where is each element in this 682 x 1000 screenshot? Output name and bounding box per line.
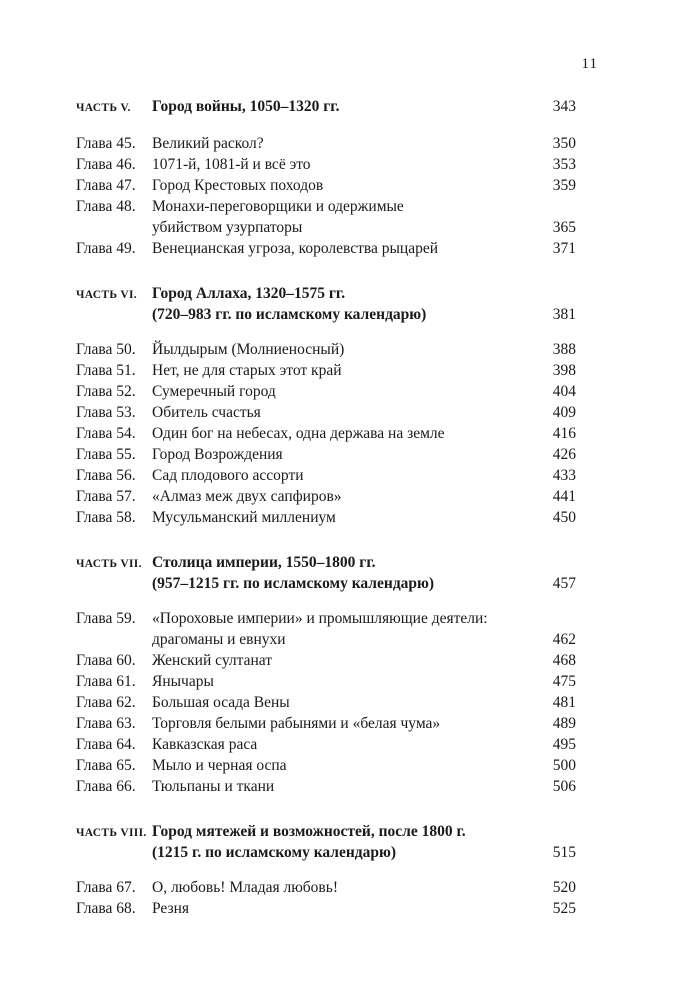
part-title-text: Город войны, 1050–1320 гг. bbox=[152, 98, 340, 115]
chapter-title bbox=[152, 776, 576, 797]
part-title-line bbox=[152, 96, 576, 117]
part-title-line bbox=[152, 552, 576, 573]
chapter-page-number: 350 bbox=[552, 135, 576, 152]
chapter-entry bbox=[76, 755, 576, 776]
chapter-page-number: 404 bbox=[552, 383, 576, 400]
chapter-label: Глава 59. bbox=[76, 610, 136, 627]
chapter-page-number: 409 bbox=[552, 404, 576, 421]
toc-part bbox=[76, 552, 576, 797]
chapter-label: Глава 61. bbox=[76, 673, 136, 690]
chapter-label: Глава 67. bbox=[76, 879, 136, 896]
chapter-title bbox=[152, 671, 576, 692]
chapter-title bbox=[152, 444, 576, 465]
chapter-label: Глава 56. bbox=[76, 467, 136, 484]
chapter-list bbox=[76, 877, 576, 919]
chapter-title bbox=[152, 360, 576, 381]
chapter-title-text: Сад плодового ассорти bbox=[152, 467, 304, 484]
table-of-contents bbox=[76, 96, 576, 943]
chapter-entry bbox=[76, 650, 576, 671]
chapter-list bbox=[76, 339, 576, 528]
chapter-title-text: Нет, не для старых этот край bbox=[152, 362, 342, 379]
chapter-title-line bbox=[152, 238, 576, 259]
chapter-title-line bbox=[152, 339, 576, 360]
chapter-entry bbox=[76, 776, 576, 797]
part-title-line bbox=[152, 821, 576, 842]
part-heading bbox=[76, 821, 576, 863]
part-title bbox=[152, 552, 576, 594]
chapter-title bbox=[152, 175, 576, 196]
chapter-title-line bbox=[152, 877, 576, 898]
chapter-title-line bbox=[152, 608, 576, 629]
chapter-title-line bbox=[152, 196, 576, 217]
chapter-title-text: 1071-й, 1081-й и всё это bbox=[152, 156, 311, 173]
chapter-title bbox=[152, 465, 576, 486]
part-heading bbox=[76, 96, 576, 119]
chapter-page-number: 506 bbox=[552, 778, 576, 795]
part-label: ЧАСТЬ VI. bbox=[76, 289, 137, 301]
chapter-title-line bbox=[152, 423, 576, 444]
chapter-entry bbox=[76, 692, 576, 713]
chapter-title-text: «Алмаз меж двух сапфиров» bbox=[152, 488, 342, 505]
chapter-title-line bbox=[152, 360, 576, 381]
chapter-title-text: Город Крестовых походов bbox=[152, 177, 324, 194]
chapter-title bbox=[152, 154, 576, 175]
part-title-line bbox=[152, 304, 576, 325]
chapter-label: Глава 65. bbox=[76, 757, 136, 774]
chapter-page-number: 500 bbox=[552, 757, 576, 774]
chapter-title bbox=[152, 877, 576, 898]
toc-part bbox=[76, 821, 576, 919]
part-title bbox=[152, 821, 576, 863]
chapter-label: Глава 50. bbox=[76, 341, 136, 358]
chapter-title-text: «Пороховые империи» и промышляющие деятели: bbox=[152, 610, 488, 627]
part-title-text: Город мятежей и возможностей, после 1800 г. bbox=[152, 823, 466, 840]
chapter-title-line bbox=[152, 713, 576, 734]
chapter-page-number: 426 bbox=[552, 446, 576, 463]
chapter-label: Глава 51. bbox=[76, 362, 136, 379]
chapter-title-line bbox=[152, 486, 576, 507]
toc-part bbox=[76, 283, 576, 528]
chapter-label: Глава 53. bbox=[76, 404, 136, 421]
chapter-page-number: 520 bbox=[552, 879, 576, 896]
chapter-label: Глава 66. bbox=[76, 778, 136, 795]
chapter-page-number: 450 bbox=[552, 509, 576, 526]
chapter-title bbox=[152, 423, 576, 444]
chapter-page-number: 416 bbox=[552, 425, 576, 442]
chapter-title-text: Мыло и черная оспа bbox=[152, 757, 287, 774]
chapter-title-line bbox=[152, 671, 576, 692]
chapter-title-text: Торговля белыми рабынями и «белая чума» bbox=[152, 715, 441, 732]
chapter-title bbox=[152, 507, 576, 528]
chapter-page-number: 441 bbox=[552, 488, 576, 505]
chapter-label: Глава 46. bbox=[76, 156, 136, 173]
chapter-page-number: 468 bbox=[552, 652, 576, 669]
chapter-page-number: 371 bbox=[552, 240, 576, 257]
chapter-list bbox=[76, 133, 576, 259]
chapter-page-number: 398 bbox=[552, 362, 576, 379]
chapter-title-text: Резня bbox=[152, 900, 190, 917]
chapter-title-line bbox=[152, 776, 576, 797]
chapter-title-text: драгоманы и евнухи bbox=[152, 631, 286, 648]
chapter-title bbox=[152, 755, 576, 776]
chapter-title bbox=[152, 238, 576, 259]
chapter-page-number: 489 bbox=[552, 715, 576, 732]
chapter-entry bbox=[76, 444, 576, 465]
chapter-page-number: 365 bbox=[552, 219, 576, 236]
chapter-label: Глава 64. bbox=[76, 736, 136, 753]
chapter-entry bbox=[76, 713, 576, 734]
chapter-title-line bbox=[152, 755, 576, 776]
chapter-title-text: Женский султанат bbox=[152, 652, 273, 669]
chapter-entry bbox=[76, 898, 576, 919]
chapter-title-line bbox=[152, 650, 576, 671]
chapter-title bbox=[152, 402, 576, 423]
chapter-label: Глава 45. bbox=[76, 135, 136, 152]
chapter-title-line bbox=[152, 175, 576, 196]
chapter-title-text: Йылдырым (Молниеносный) bbox=[152, 341, 345, 358]
chapter-title-line bbox=[152, 381, 576, 402]
chapter-entry bbox=[76, 196, 576, 238]
chapter-title-line bbox=[152, 402, 576, 423]
part-page-number: 343 bbox=[552, 98, 576, 115]
chapter-entry bbox=[76, 507, 576, 528]
chapter-title-line bbox=[152, 465, 576, 486]
part-label: ЧАСТЬ VIII. bbox=[76, 827, 147, 839]
chapter-entry bbox=[76, 608, 576, 650]
chapter-entry bbox=[76, 339, 576, 360]
chapter-title bbox=[152, 898, 576, 919]
part-heading bbox=[76, 283, 576, 325]
chapter-title bbox=[152, 486, 576, 507]
chapter-label: Глава 62. bbox=[76, 694, 136, 711]
chapter-label: Глава 49. bbox=[76, 240, 136, 257]
chapter-title-text: Великий раскол? bbox=[152, 135, 264, 152]
part-title bbox=[152, 283, 576, 325]
chapter-entry bbox=[76, 486, 576, 507]
chapter-label: Глава 48. bbox=[76, 198, 136, 215]
part-heading bbox=[76, 552, 576, 594]
chapter-label: Глава 47. bbox=[76, 177, 136, 194]
chapter-entry bbox=[76, 402, 576, 423]
chapter-title bbox=[152, 692, 576, 713]
chapter-title bbox=[152, 713, 576, 734]
chapter-label: Глава 55. bbox=[76, 446, 136, 463]
chapter-title bbox=[152, 339, 576, 360]
part-title-line bbox=[152, 283, 576, 304]
part-title-text: (1215 г. по исламскому календарю) bbox=[152, 844, 396, 861]
part-title bbox=[152, 96, 576, 117]
chapter-label: Глава 60. bbox=[76, 652, 136, 669]
chapter-label: Глава 63. bbox=[76, 715, 136, 732]
chapter-title-text: Большая осада Вены bbox=[152, 694, 290, 711]
chapter-title-line bbox=[152, 507, 576, 528]
chapter-title-text: Город Возрождения bbox=[152, 446, 283, 463]
chapter-title-text: Сумеречный город bbox=[152, 383, 276, 400]
chapter-page-number: 475 bbox=[552, 673, 576, 690]
chapter-title bbox=[152, 650, 576, 671]
chapter-entry bbox=[76, 175, 576, 196]
part-label: ЧАСТЬ VII. bbox=[76, 558, 142, 570]
chapter-title-text: О, любовь! Младая любовь! bbox=[152, 879, 338, 896]
chapter-page-number: 353 bbox=[552, 156, 576, 173]
chapter-title-text: Монахи-переговорщики и одержимые bbox=[152, 198, 404, 215]
part-title-line bbox=[152, 573, 576, 594]
chapter-title-line bbox=[152, 734, 576, 755]
chapter-title-line bbox=[152, 444, 576, 465]
part-title-text: (957–1215 гг. по исламскому календарю) bbox=[152, 575, 435, 592]
chapter-title-line bbox=[152, 629, 576, 650]
chapter-entry bbox=[76, 423, 576, 444]
part-title-text: Город Аллаха, 1320–1575 гг. bbox=[152, 285, 346, 302]
part-page-number: 381 bbox=[552, 306, 576, 323]
chapter-title-text: Мусульманский миллениум bbox=[152, 509, 336, 526]
chapter-page-number: 359 bbox=[552, 177, 576, 194]
chapter-page-number: 495 bbox=[552, 736, 576, 753]
chapter-entry bbox=[76, 465, 576, 486]
chapter-page-number: 481 bbox=[552, 694, 576, 711]
chapter-label: Глава 58. bbox=[76, 509, 136, 526]
chapter-list bbox=[76, 608, 576, 797]
chapter-title-line bbox=[152, 154, 576, 175]
chapter-entry bbox=[76, 877, 576, 898]
chapter-title-line bbox=[152, 133, 576, 154]
chapter-entry bbox=[76, 671, 576, 692]
chapter-title-text: убийством узурпаторы bbox=[152, 219, 303, 236]
chapter-entry bbox=[76, 360, 576, 381]
chapter-label: Глава 68. bbox=[76, 900, 136, 917]
chapter-title bbox=[152, 133, 576, 154]
part-title-line bbox=[152, 842, 576, 863]
chapter-title bbox=[152, 196, 576, 238]
chapter-entry bbox=[76, 154, 576, 175]
chapter-title bbox=[152, 734, 576, 755]
chapter-title-text: Обитель счастья bbox=[152, 404, 261, 421]
chapter-entry bbox=[76, 381, 576, 402]
chapter-title-text: Кавказская раса bbox=[152, 736, 258, 753]
chapter-title-text: Янычары bbox=[152, 673, 214, 690]
toc-part bbox=[76, 96, 576, 259]
part-page-number: 457 bbox=[552, 575, 576, 592]
part-page-number: 515 bbox=[552, 844, 576, 861]
part-label: ЧАСТЬ V. bbox=[76, 102, 131, 114]
page-number: 11 bbox=[581, 56, 598, 72]
chapter-title-text: Тюльпаны и ткани bbox=[152, 778, 275, 795]
chapter-title bbox=[152, 608, 576, 650]
chapter-entry bbox=[76, 133, 576, 154]
chapter-page-number: 525 bbox=[552, 900, 576, 917]
chapter-label: Глава 54. bbox=[76, 425, 136, 442]
chapter-title-line bbox=[152, 217, 576, 238]
chapter-title-line bbox=[152, 898, 576, 919]
chapter-title bbox=[152, 381, 576, 402]
chapter-page-number: 462 bbox=[552, 631, 576, 648]
chapter-label: Глава 52. bbox=[76, 383, 136, 400]
chapter-entry bbox=[76, 734, 576, 755]
chapter-title-text: Венецианская угроза, королевства рыцарей bbox=[152, 240, 438, 257]
chapter-entry bbox=[76, 238, 576, 259]
chapter-title-text: Один бог на небесах, одна держава на земле bbox=[152, 425, 445, 442]
chapter-label: Глава 57. bbox=[76, 488, 136, 505]
chapter-page-number: 388 bbox=[552, 341, 576, 358]
chapter-page-number: 433 bbox=[552, 467, 576, 484]
chapter-title-line bbox=[152, 692, 576, 713]
part-title-text: Столица империи, 1550–1800 гг. bbox=[152, 554, 376, 571]
part-title-text: (720–983 гг. по исламскому календарю) bbox=[152, 306, 427, 323]
